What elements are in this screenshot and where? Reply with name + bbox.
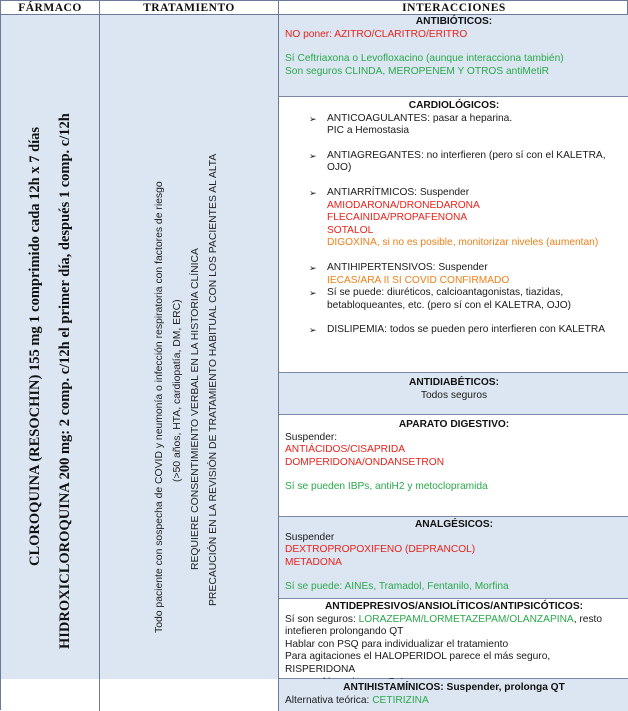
antidepresivos-psq: Hablar con PSQ para individualizar el tratamiento (285, 638, 509, 650)
antihistaminicos-alternativa: Alternativa teórica: CETIRIZINA (285, 694, 429, 706)
arrow-bullet-icon: ➢ (309, 113, 317, 124)
tratamiento-factores: (>50 años, HTA, cardiopatía, DM, ERC) (172, 299, 183, 482)
tratamiento-consentimiento: REQUIERE CONSENTIMIENTO VERBAL EN LA HISTORIA CLÍNICA (190, 248, 201, 570)
section-analgesicos (279, 517, 628, 599)
section-cardiologicos (279, 97, 628, 373)
section-aparato-digestivo (279, 415, 628, 517)
list-item: ➢ ANTIHIPERTENSIVOS: Suspender IECAS/ARA II SI COVID CONFIRMADO (309, 261, 510, 286)
section-title: ANTIDEPRESIVOS/ANSIOLÍTICOS/ANTIPSICÓTICOS: (324, 601, 584, 612)
section-antidiabeticos (279, 373, 628, 415)
farmaco-cell (1, 15, 100, 679)
section-antihistaminicos (279, 679, 628, 711)
arrow-bullet-icon: ➢ (309, 187, 317, 198)
list-item: ➢ ANTIARRÍTMICOS: Suspender AMIODARONA/DRONEDARONA FLECAINIDA/PROPAFENONA SOTALOL DIGOXINA, si no es posible, monitorizar niveles (aumentan) (309, 186, 599, 249)
antidepresivos-seguros: Sí son seguros: LORAZEPAM/LORMETAZEPAM/OLANZAPINA, resto (285, 613, 603, 625)
list-item: ➢ Sí se puede: diuréticos, calcioantagonistas, tiazidas, betabloqueantes, etc. (pero sí con el KALETRA, OJO) (309, 287, 572, 311)
digestivo-antiacidos: ANTIÁCIDOS/CISAPRIDA (285, 444, 406, 456)
list-item: ➢ DISLIPEMIA: todos se pueden pero interfieren con KALETRA (309, 324, 606, 336)
tratamiento-cell (100, 15, 279, 679)
analgesicos-suspender: Suspender (285, 531, 335, 543)
section-title: ANTIHISTAMÍNICOS: Suspender, prolonga QT (343, 682, 565, 693)
tratamiento-indicacion: Todo paciente con sospecha de COVID y neumonía o infección respiratoria con factores de riesgo (154, 181, 165, 633)
digestivo-domperidona: DOMPERIDONA/ONDANSETRON (285, 456, 445, 468)
analgesicos-dextro: DEXTROPROPOXIFENO (DEPRANCOL) (285, 544, 476, 556)
section-title: APARATO DIGESTIVO: (398, 419, 510, 430)
antibioticos-no-poner: NO poner: AZITRO/CLARITRO/ERITRO (285, 28, 468, 40)
list-item: ➢ ANTICOAGULANTES: pasar a heparina. PIC a Hemostasia (309, 112, 513, 137)
antibioticos-seguros: Son seguros CLINDA, MEROPENEM Y OTROS antiMetiR (285, 65, 550, 77)
section-antibioticos (279, 15, 628, 97)
digestivo-ibps: Sí se pueden IBPs, antiH2 y metoclopramida (285, 481, 488, 493)
footer-cell-tratamiento (100, 679, 279, 711)
list-item: ➢ ANTIAGREGANTES: no interfieren (pero sí con el KALETRA, OJO) (309, 149, 606, 174)
header-tratamiento: TRATAMIENTO (100, 1, 279, 15)
arrow-bullet-icon: ➢ (309, 262, 317, 273)
arrow-bullet-icon: ➢ (309, 325, 317, 336)
header-farmaco: FÁRMACO (1, 1, 100, 15)
section-title: CARDIOLÓGICOS: (408, 100, 500, 111)
digestivo-suspender: Suspender: (285, 431, 338, 443)
tratamiento-precaucion: PRECAUCIÓN EN LA REVISIÓN DE TRATAMIENTO HABITUAL CON LOS PACIENTES AL ALTA (208, 153, 219, 606)
section-antidepresivos (279, 599, 628, 679)
section-title: ANTIDIABÉTICOS: (409, 377, 499, 388)
farmaco-hidroxicloroquina: HIDROXICLOROQUINA 200 mg: 2 comp. c/12h el primer día, después 1 comp. c/12h (57, 113, 73, 649)
antidepresivos-agitaciones: Para agitaciones el HALOPERIDOL parece el más seguro, RISPERIDONA (285, 651, 551, 675)
analgesicos-metadona: METADONA (285, 556, 342, 568)
antibioticos-ceftriaxona: Sí Ceftriaxona o Levofloxacino (aunque interacciona también) (285, 53, 564, 65)
section-title: ANTIBIÓTICOS: (415, 16, 493, 27)
antidepresivos-qt: intefieren prolongando QT (285, 626, 404, 638)
analgesicos-aines: Sí se puede: AINEs, Tramadol, Fentanilo, Morfina (285, 581, 509, 593)
antidiabeticos-text: Todos seguros (420, 389, 488, 401)
arrow-bullet-icon: ➢ (309, 150, 317, 161)
farmaco-cloroquina: CLOROQUINA (RESOCHIN) 155 mg 1 comprimido cada 12h x 7 días (27, 126, 43, 566)
header-interacciones: INTERACCIONES (279, 1, 628, 15)
footer-cell-farmaco (1, 679, 100, 711)
arrow-bullet-icon: ➢ (309, 288, 317, 299)
section-title: ANALGÉSICOS: (414, 519, 494, 530)
